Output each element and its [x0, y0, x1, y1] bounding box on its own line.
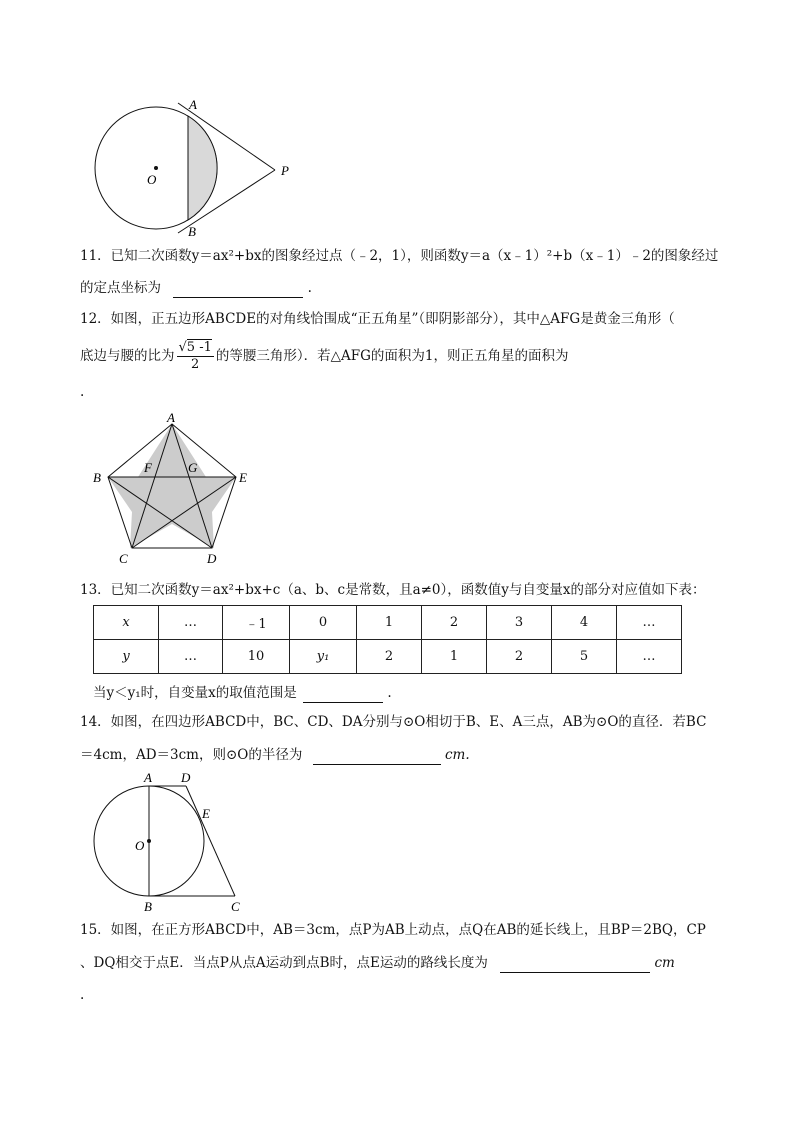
q14-answer-blank [313, 750, 441, 765]
q15-line1: 15．如图，在正方形ABCD中，AB＝3cm，点P为AB上动点，点Q在AB的延长线上，且BP＝2BQ，CP [80, 922, 706, 938]
q13-answer-blank [303, 688, 383, 703]
label-a: A [167, 412, 175, 425]
label-a: A [189, 97, 197, 112]
table-cell: … [617, 606, 682, 640]
table-cell: 2 [487, 640, 552, 674]
label-f: F [144, 460, 152, 475]
value-table [93, 605, 682, 674]
q11-line1: 11．已知二次函数y＝ax²+bx的图象经过点（﹣2，1），则函数y＝a（x﹣1）²+b（x﹣1）﹣2的图象经过 [80, 248, 719, 264]
q13-line1: 13．已知二次函数y＝ax²+bx+c（a、b、c是常数，且a≠0），函数值y与自变量x的部分对应值如下表： [80, 582, 706, 598]
table-cell: 1 [357, 606, 422, 640]
table-row-y [94, 640, 682, 674]
table-cell: 2 [357, 640, 422, 674]
label-e: E [239, 470, 247, 485]
frac-numerator: 5 -1 [186, 340, 212, 355]
table-cell: 10 [223, 640, 290, 674]
q13-line2 [93, 683, 392, 703]
segment-dc [186, 786, 235, 896]
table-cell: 2 [422, 606, 487, 640]
q13-line2-text: 当y＜y₁时，自变量x的取值范围是 [93, 685, 297, 701]
figure-tangent-quadrilateral [88, 768, 258, 916]
q12-line1: 12．如图，正五边形ABCDE的对角线恰围成“正五角星”（即阴影部分），其中△AFG是黄金三角形（ [80, 311, 675, 327]
shaded-segment [188, 116, 217, 220]
q12-line2 [80, 336, 569, 376]
q14-line1: 14．如图，在四边形ABCD中，BC、CD、DA分别与⊙O相切于B、E、A三点，AB为⊙O的直径．若BC [80, 714, 707, 730]
golden-ratio-fraction: $\frac{√5 -1}{2}$ [178, 340, 212, 372]
table-cell: … [617, 640, 682, 674]
q11-line2-text: 的定点坐标为 [80, 280, 161, 296]
label-g: G [188, 460, 198, 475]
q14-unit: cm. [444, 747, 470, 763]
table-cell: x [94, 606, 159, 640]
table-cell: 3 [487, 606, 552, 640]
table-cell: 4 [552, 606, 617, 640]
label-c: C [119, 551, 128, 566]
pentagram-shaded [108, 424, 236, 548]
label-b: B [188, 224, 196, 239]
label-d: D [207, 551, 217, 566]
q15-line2-text: 、DQ相交于点E．当点P从点A运动到点B时，点E运动的路线长度为 [80, 955, 488, 971]
label-e: E [202, 806, 210, 821]
center-dot [147, 839, 151, 843]
q15-unit: cm [654, 955, 675, 971]
table-cell: y [94, 640, 159, 674]
label-c: C [231, 899, 240, 914]
q15-line3: . [80, 987, 85, 1003]
q12-line3: . [80, 384, 85, 400]
q12-line2-pre: 底边与腰的比为 [80, 348, 175, 364]
q14-line2 [80, 745, 470, 765]
table-cell: 5 [552, 640, 617, 674]
table-cell: y₁ [290, 640, 357, 674]
table-cell: … [159, 640, 223, 674]
label-o: O [147, 172, 157, 187]
label-b: B [93, 470, 101, 485]
frac-denominator: 2 [191, 357, 200, 372]
figure-circle-tangents [88, 95, 308, 240]
q11-end: . [307, 280, 312, 296]
label-a: A [144, 770, 152, 785]
table-row-x [94, 606, 682, 640]
label-o: O [135, 838, 145, 853]
label-b: B [144, 899, 152, 914]
q15-line2 [80, 953, 675, 973]
q11-answer-blank [173, 283, 303, 298]
q12-line2-post: 的等腰三角形）．若△AFG的面积为1，则正五角星的面积为 [215, 348, 569, 364]
label-p: P [281, 163, 289, 178]
label-d: D [181, 770, 191, 785]
table-cell: 1 [422, 640, 487, 674]
q13-end: . [387, 685, 392, 701]
center-dot [154, 166, 158, 170]
table-cell: … [159, 606, 223, 640]
table-cell: ﹣1 [223, 606, 290, 640]
q14-line2-text: ＝4cm，AD＝3cm，则⊙O的半径为 [80, 747, 303, 763]
q15-answer-blank [500, 958, 650, 973]
figure-pentagram [88, 412, 258, 572]
table-cell: 0 [290, 606, 357, 640]
q11-line2 [80, 278, 312, 298]
